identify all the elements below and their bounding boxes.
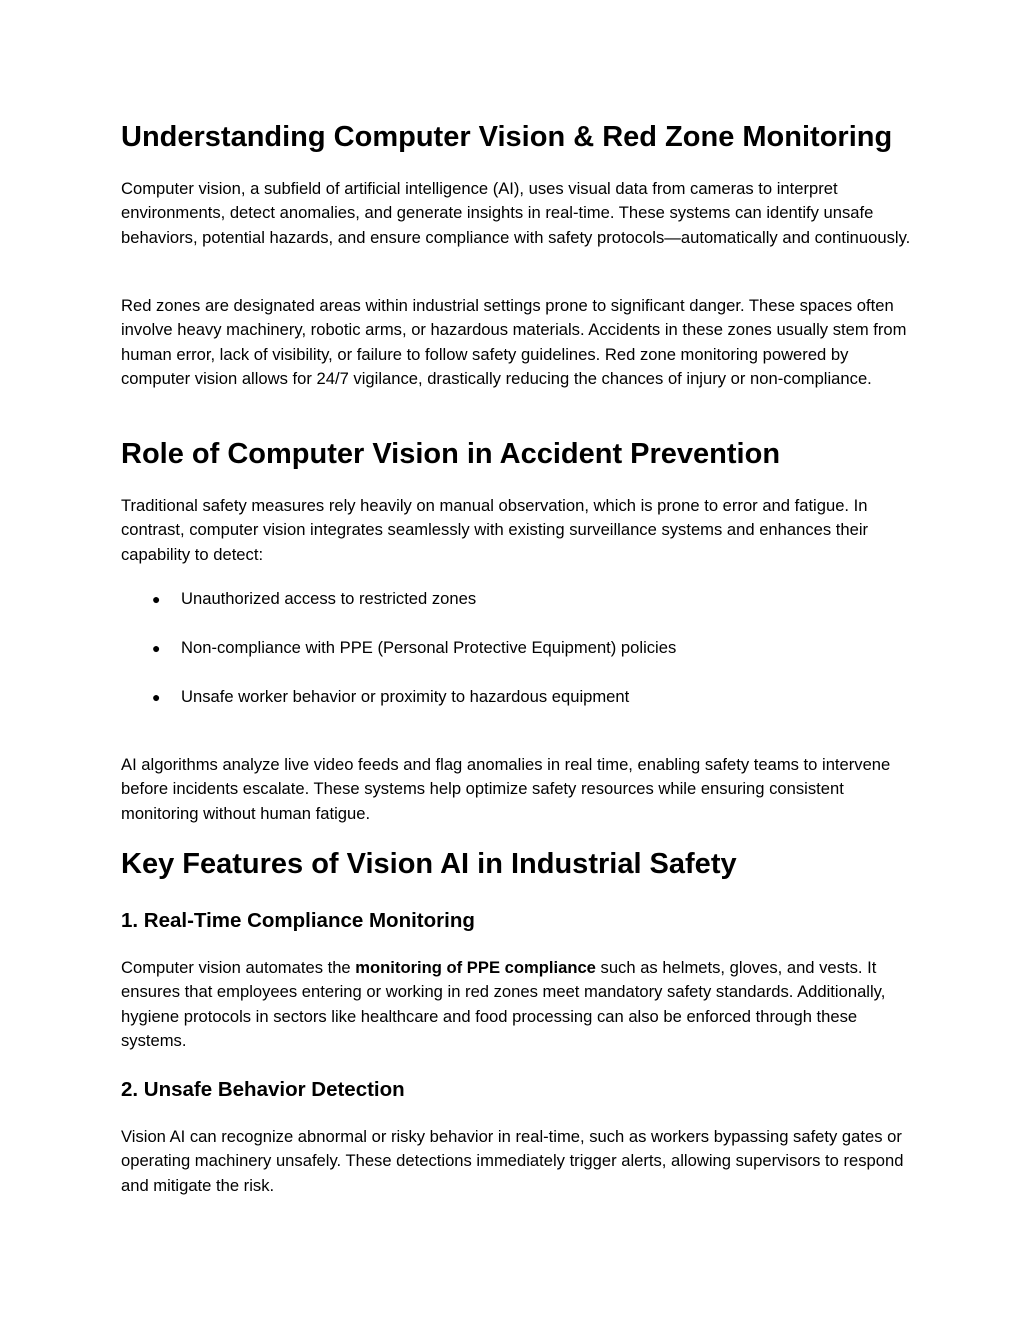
paragraph-ppe-compliance bbox=[121, 956, 911, 1054]
ppe-text-after: such as helmets, gloves, and vests. It ensures that employees entering or working in red zones meet mandatory safety standards. Additionally, hygiene protocols in sectors like healthcare and food processing can also be enforced through these systems. bbox=[121, 958, 886, 1051]
bullet-icon: ● bbox=[152, 640, 161, 656]
heading-role-of-computer-vision: Role of Computer Vision in Accident Prevention bbox=[121, 438, 781, 470]
heading-key-features: Key Features of Vision AI in Industrial Safety bbox=[121, 848, 737, 880]
ppe-text-bold: monitoring of PPE compliance bbox=[355, 958, 596, 977]
paragraph-ai-algorithms: AI algorithms analyze live video feeds and flag anomalies in real time, enabling safety teams to intervene before incidents escalate. These systems help optimize safety resources while ensuring consistent monitoring without human fatigue. bbox=[121, 755, 891, 823]
list-item-text: Unauthorized access to restricted zones bbox=[181, 589, 477, 608]
bullet-icon: ● bbox=[152, 689, 161, 705]
paragraph-unsafe-behavior: Vision AI can recognize abnormal or risky behavior in real-time, such as workers bypassing safety gates or operating machinery unsafely. These detections immediately trigger alerts, allowing supervisors to respond and mitigate the risk. bbox=[121, 1127, 904, 1195]
list-item-text: Unsafe worker behavior or proximity to hazardous equipment bbox=[181, 687, 630, 706]
subheading-unsafe-behavior: 2. Unsafe Behavior Detection bbox=[121, 1078, 405, 1101]
bullet-icon: ● bbox=[152, 591, 161, 607]
list-item-text: Non-compliance with PPE (Personal Protective Equipment) policies bbox=[181, 638, 677, 657]
subheading-real-time-compliance: 1. Real-Time Compliance Monitoring bbox=[121, 909, 475, 932]
heading-understanding-computer-vision: Understanding Computer Vision & Red Zone Monitoring bbox=[121, 121, 893, 153]
paragraph-traditional-safety: Traditional safety measures rely heavily on manual observation, which is prone to error and fatigue. In contrast, computer vision integrates seamlessly with existing surveillance systems and enhances their capability to detect: bbox=[121, 496, 869, 564]
ppe-text-before: Computer vision automates the bbox=[121, 958, 356, 977]
paragraph-computer-vision-intro: Computer vision, a subfield of artificial intelligence (AI), uses visual data from cameras to interpret environments, detect anomalies, and generate insights in real-time. These systems can identify unsafe behaviors, potential hazards, and ensure compliance with safety protocols—automatically and continuously. bbox=[121, 179, 911, 247]
paragraph-red-zones: Red zones are designated areas within industrial settings prone to significant danger. These spaces often involve heavy machinery, robotic arms, or hazardous materials. Accidents in these zones usually stem from human error, lack of visibility, or failure to follow safety guidelines. Red zone monitoring powered by computer vision allows for 24/7 vigilance, drastically reducing the chances of injury or non-compliance. bbox=[121, 296, 907, 389]
